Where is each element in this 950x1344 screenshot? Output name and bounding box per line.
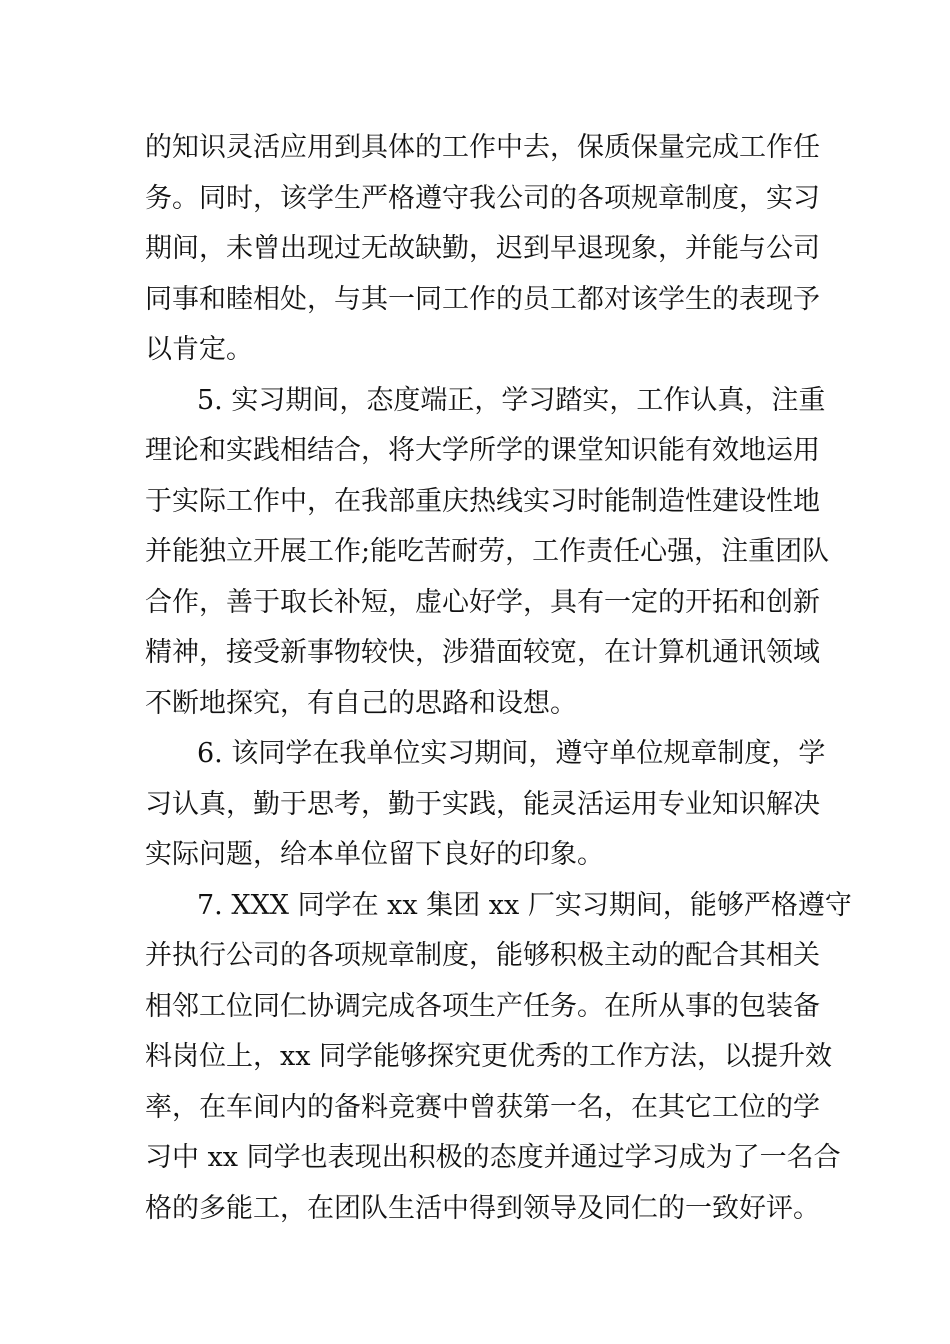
paragraph-line: 务。同时，该学生严格遵守我公司的各项规章制度，实习 — [145, 183, 820, 214]
paragraph-line: 精神，接受新事物较快，涉猎面较宽，在计算机通讯领域 — [145, 637, 820, 668]
paragraph-line: 不断地探究，有自己的思路和设想。 — [145, 688, 577, 719]
paragraph-line: 的知识灵活应用到具体的工作中去，保质保量完成工作任 — [145, 132, 820, 163]
paragraph-line: 率，在车间内的备料竞赛中曾获第一名，在其它工位的学 — [145, 1092, 820, 1123]
paragraph-line: 以肯定。 — [145, 334, 253, 365]
paragraph-line: 理论和实践相结合，将大学所学的课堂知识能有效地运用 — [145, 435, 820, 466]
paragraph-line: 并能独立开展工作;能吃苦耐劳，工作责任心强，注重团队 — [145, 536, 830, 567]
paragraph-line: 同事和睦相处，与其一同工作的员工都对该学生的表现予 — [145, 284, 820, 315]
paragraph-line: 合作，善于取长补短，虚心好学，具有一定的开拓和创新 — [145, 587, 820, 618]
paragraph-6-first-line: 6. 该同学在我单位实习期间，遵守单位规章制度，学 — [197, 738, 826, 769]
paragraph-line: 并执行公司的各项规章制度，能够积极主动的配合其相关 — [145, 940, 820, 971]
paragraph-line: 料岗位上，xx 同学能够探究更优秀的工作方法，以提升效 — [145, 1041, 833, 1072]
paragraph-7-first-line: 7. XXX 同学在 xx 集团 xx 厂实习期间，能够严格遵守 — [197, 890, 852, 921]
paragraph-line: 实际问题，给本单位留下良好的印象。 — [145, 839, 604, 870]
paragraph-line: 习认真，勤于思考，勤于实践，能灵活运用专业知识解决 — [145, 789, 820, 820]
paragraph-line: 习中 xx 同学也表现出积极的态度并通过学习成为了一名合 — [145, 1142, 841, 1173]
paragraph-line: 格的多能工，在团队生活中得到领导及同仁的一致好评。 — [145, 1193, 820, 1224]
paragraph-5-first-line: 5. 实习期间，态度端正，学习踏实，工作认真，注重 — [197, 385, 826, 416]
paragraph-line: 期间，未曾出现过无故缺勤，迟到早退现象，并能与公司 — [145, 233, 820, 264]
paragraph-line: 于实际工作中，在我部重庆热线实习时能制造性建设性地 — [145, 486, 820, 517]
paragraph-line: 相邻工位同仁协调完成各项生产任务。在所从事的包装备 — [145, 991, 820, 1022]
